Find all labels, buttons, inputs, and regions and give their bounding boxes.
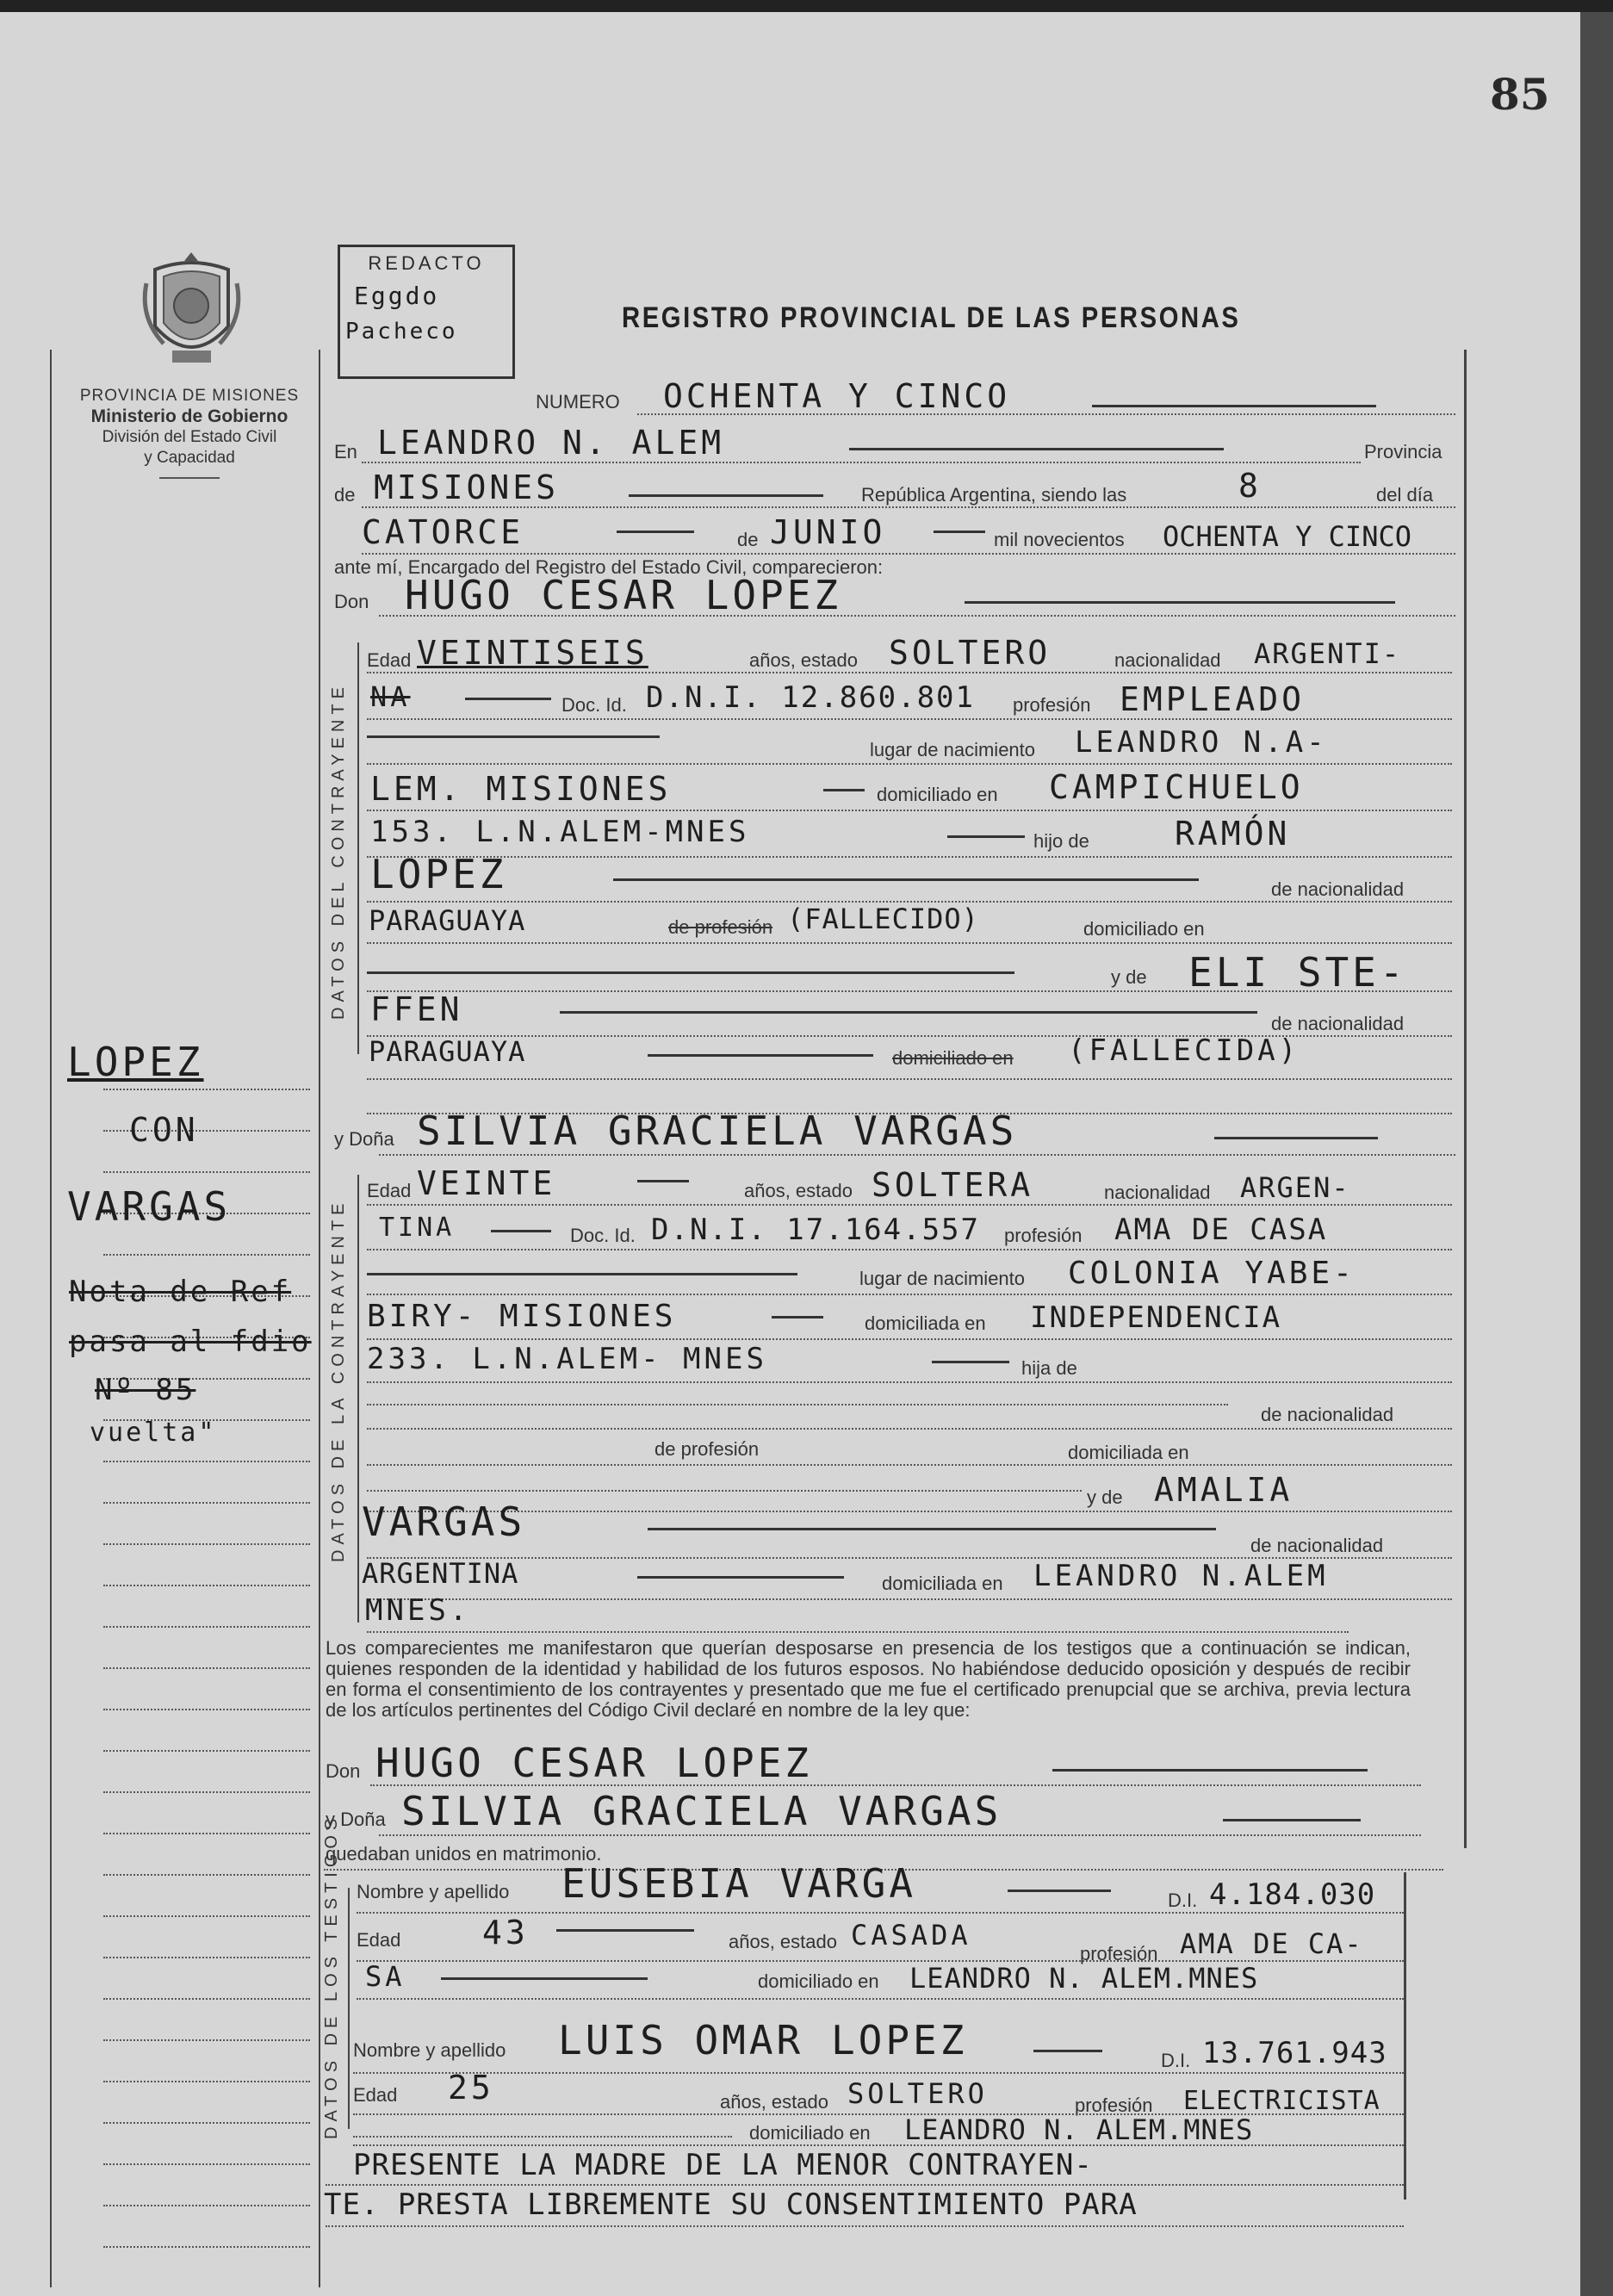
w1-profession1: AMA DE CA-: [1180, 1927, 1363, 1960]
redacto-line1: Eggdo: [354, 282, 440, 310]
en-label: En: [334, 441, 357, 462]
w2-name: LUIS OMAR LOPEZ: [558, 2017, 968, 2063]
division-line1: División del Estado Civil: [102, 428, 277, 446]
date-line: [362, 553, 1455, 555]
w1-name: EUSEBIA VARGA: [561, 1860, 917, 1907]
bride-line10: [367, 1598, 1452, 1600]
redacto-label: REDACTO: [368, 252, 485, 274]
fill-line: [947, 835, 1025, 838]
groom-line1: [367, 672, 1452, 673]
w1-address: LEANDRO N. ALEM.MNES: [909, 1962, 1259, 1995]
margin-surname1: LOPEZ: [67, 1039, 204, 1085]
margin-ruled-line: [103, 1254, 310, 1256]
w2-status: SOLTERO: [847, 2077, 988, 2110]
margin-ruled-line: [103, 1750, 310, 1752]
margin-note3: Nº 85: [95, 1373, 196, 1407]
margin-ruled-line: [103, 1915, 310, 1917]
declaration-text: Los comparecientes me manifestaron que querían desposarse en presencia de los testigos que a continuación se indican, quienes responden de la identidad y habilidad de los futuros esposos. No habiéndose deducido oposición y después de recibir en forma el consentimiento de los contrayentes y presentado que me fue el certificado prenupcial que se archiva, previa lectura de los artículos pertinentes del Código Civil declaré en nombre de la ley que:: [326, 1637, 1411, 1721]
bride-de-prof-label: de profesión: [655, 1438, 760, 1460]
bride-line11: [367, 1631, 1349, 1633]
bride-address1: INDEPENDENCIA: [1030, 1300, 1282, 1335]
fill-line: [491, 1230, 551, 1232]
page-number: 85: [1490, 69, 1550, 120]
ministry-name: Ministerio de Gobierno: [90, 406, 288, 426]
groom-de-nac2-label: de nacionalidad: [1271, 1013, 1405, 1034]
groom-anos-label: años, estado: [749, 649, 858, 671]
decl-dona-label: y Doña: [326, 1809, 386, 1830]
bride-profession: AMA DE CASA: [1114, 1213, 1328, 1247]
groom-nationality2: NA: [370, 680, 411, 713]
act-hour: 8: [1238, 467, 1262, 505]
redacto-box: [338, 245, 515, 379]
margin-surname2: VARGAS: [67, 1183, 232, 1230]
margin-ruled-line: [103, 1089, 310, 1090]
fill-line: [637, 1180, 689, 1182]
groom-birthplace1: LEANDRO N.A-: [1075, 725, 1328, 760]
left-border-line: [50, 350, 52, 2287]
w2-edad-label: Edad: [353, 2084, 398, 2106]
bride-mother-nat: ARGENTINA: [362, 1557, 519, 1590]
groom-doc: D.N.I. 12.860.801: [646, 680, 975, 715]
groom-line7: [367, 942, 1452, 944]
groom-de-prof-label: de profesión: [668, 916, 773, 938]
fill-line: [367, 971, 1014, 974]
de-mes-label: de: [737, 529, 759, 550]
fill-line: [1092, 405, 1376, 407]
republica-label: República Argentina, siendo las: [861, 484, 1127, 506]
bride-edad-label: Edad: [367, 1180, 412, 1201]
bride-dom3-label: domiciliada en: [882, 1573, 1003, 1594]
groom-line3: [367, 763, 1452, 765]
footer-line2: [326, 2225, 1404, 2227]
margin-ruled-line: [103, 1874, 310, 1876]
groom-address2: 153. L.N.ALEM-MNES: [370, 815, 750, 849]
margin-divider-line: [319, 350, 320, 2287]
w2-line1: [353, 2072, 1404, 2074]
w1-name-label: Nombre y apellido: [357, 1881, 510, 1902]
decl-groom: HUGO CESAR LOPEZ: [375, 1740, 813, 1786]
margin-ruled-line: [103, 1171, 310, 1173]
groom-hijo-label: hijo de: [1033, 830, 1089, 852]
fill-line: [560, 1011, 1257, 1014]
margin-ruled-line: [103, 2081, 310, 2082]
groom-birthplace2: LEM. MISIONES: [370, 770, 672, 808]
bride-line8a: [367, 1490, 1082, 1492]
de-line: [362, 506, 1455, 508]
bride-line8: [367, 1511, 1452, 1512]
register-page: [0, 12, 1613, 2296]
bride-nationality2: TINA: [379, 1213, 456, 1243]
fill-line: [934, 531, 985, 533]
fill-line: [617, 531, 694, 533]
bride-line1: [367, 1204, 1452, 1206]
decl-united: quedaban unidos en matrimonio.: [326, 1843, 602, 1865]
bride-birthplace1: COLONIA YABE-: [1068, 1256, 1356, 1291]
de-label: de: [334, 484, 356, 506]
w1-prof-label: profesión: [1080, 1943, 1158, 1964]
groom-don-label: Don: [334, 591, 369, 612]
margin-ruled-line: [103, 1543, 310, 1545]
margin-ruled-line: [103, 1998, 310, 2000]
bride-mother-addr1: LEANDRO N.ALEM: [1033, 1559, 1329, 1593]
fill-line: [441, 1977, 648, 1980]
fill-line: [823, 789, 865, 791]
bride-section-label: DATOS DE LA CONTRAYENTE: [329, 1198, 348, 1562]
w1-di-label: D.I.: [1168, 1890, 1198, 1911]
margin-ruled-line: [103, 2122, 310, 2124]
groom-de-nac-label: de nacionalidad: [1271, 878, 1405, 900]
bride-dom2-label: domiciliada en: [1068, 1442, 1189, 1463]
fill-line: [1052, 1769, 1368, 1772]
margin-ruled-line: [103, 2039, 310, 2041]
groom-line4: [367, 810, 1452, 811]
fill-line: [648, 1528, 1216, 1530]
groom-dom3-label: domiciliado en: [892, 1047, 1014, 1069]
bride-mother-addr2: MNES.: [365, 1593, 471, 1628]
groom-prof-label: profesión: [1013, 694, 1091, 716]
footer-note-line2: TE. PRESTA LIBREMENTE SU CONSENTIMIENTO PARA: [324, 2187, 1138, 2222]
margin-ruled-line: [103, 2246, 310, 2248]
groom-mother-nat: PARAGUAYA: [369, 1035, 526, 1068]
margin-note1: Nota de Ref: [69, 1275, 292, 1309]
bride-mother1: AMALIA: [1154, 1471, 1294, 1509]
groom-lugar-label: lugar de nacimiento: [870, 739, 1036, 760]
bride-line4: [367, 1338, 1452, 1340]
groom-father1: RAMÓN: [1175, 815, 1291, 853]
mil-label: mil novecientos: [994, 529, 1125, 550]
groom-status: SOLTERO: [889, 634, 1052, 672]
bride-y-de-label: y de: [1087, 1486, 1123, 1508]
w1-di: 4.184.030: [1209, 1877, 1376, 1912]
w2-line3: [353, 2144, 1404, 2146]
w1-line3: [357, 1998, 1404, 2000]
act-province: MISIONES: [374, 469, 560, 506]
fill-line: [367, 1273, 797, 1275]
bride-dom-label: domiciliada en: [865, 1312, 986, 1334]
bride-dona-label: y Doña: [334, 1128, 394, 1150]
bride-nac-label: nacionalidad: [1104, 1182, 1211, 1203]
act-day: CATORCE: [362, 513, 524, 551]
act-place: LEANDRO N. ALEM: [377, 424, 725, 462]
groom-address1: CAMPICHUELO: [1049, 768, 1304, 806]
right-border-line: [1464, 350, 1467, 1848]
bride-hija-label: hija de: [1021, 1357, 1077, 1379]
margin-ruled-line: [103, 1461, 310, 1462]
bride-line5b: [367, 1404, 1228, 1406]
fill-line: [772, 1316, 823, 1319]
groom-dom2-label: domiciliado en: [1083, 918, 1205, 940]
fill-line: [648, 1054, 873, 1057]
act-month: JUNIO: [770, 513, 886, 551]
groom-mother2: FFEN: [370, 990, 463, 1028]
w2-line3a: [353, 2136, 732, 2138]
margin-ruled-line: [103, 1791, 310, 1793]
margin-ruled-line: [103, 1957, 310, 1958]
groom-line10: [367, 1078, 1452, 1080]
fill-line: [1033, 2050, 1102, 2052]
bride-age: VEINTE: [417, 1164, 556, 1202]
page-edge-shadow: [1580, 12, 1613, 2296]
bride-mother2: VARGAS: [362, 1499, 526, 1545]
bride-line2: [367, 1249, 1452, 1250]
bride-prof-label: profesión: [1004, 1225, 1083, 1246]
bride-line6: [367, 1428, 1452, 1430]
witness-section-label: DATOS DE LOS TESTIGOS: [322, 1813, 341, 2139]
margin-ruled-line: [103, 1833, 310, 1834]
fill-line: [613, 878, 1199, 881]
bride-lugar-label: lugar de nacimiento: [859, 1268, 1026, 1289]
en-line: [362, 462, 1361, 463]
bride-name: SILVIA GRACIELA VARGAS: [417, 1108, 1018, 1154]
fill-line: [1214, 1137, 1378, 1139]
fill-line: [1008, 1890, 1111, 1892]
w2-name-label: Nombre y apellido: [353, 2039, 506, 2061]
groom-section-label: DATOS DEL CONTRAYENTE: [329, 682, 348, 1020]
groom-father2: LOPEZ: [370, 851, 507, 897]
bride-status: SOLTERA: [872, 1166, 1034, 1204]
fill-line: [1223, 1819, 1361, 1821]
w1-status: CASADA: [851, 1919, 971, 1952]
margin-ruled-line: [103, 1502, 310, 1504]
del-dia-label: del día: [1376, 484, 1434, 506]
w1-edad-label: Edad: [357, 1929, 401, 1951]
w2-profession: ELECTRICISTA: [1183, 2086, 1380, 2116]
groom-section-bracket: [357, 642, 359, 1054]
provincia-label: Provincia: [1364, 441, 1442, 462]
fill-line: [932, 1361, 1009, 1363]
margin-ruled-line: [103, 2163, 310, 2165]
w2-dom-label: domiciliado en: [749, 2122, 871, 2144]
fill-line: [849, 448, 1224, 450]
fill-line: [965, 601, 1395, 604]
witness-section-bracket: [348, 1888, 350, 2129]
fill-line: [465, 698, 551, 700]
ministry-block: [60, 386, 319, 479]
w2-prof-label: profesión: [1075, 2094, 1153, 2116]
groom-profession: EMPLEADO: [1120, 680, 1306, 718]
groom-father-note: (FALLECIDO): [787, 903, 979, 935]
w2-anos-label: años, estado: [720, 2091, 828, 2113]
decl-bride: SILVIA GRACIELA VARGAS: [401, 1788, 1002, 1834]
groom-nationality1: ARGENTI-: [1254, 637, 1401, 670]
margin-ruled-line: [103, 1626, 310, 1628]
province-seal-icon: [138, 249, 245, 369]
bride-doc: D.N.I. 17.164.557: [651, 1213, 980, 1247]
bride-address2: 233. L.N.ALEM- MNES: [367, 1342, 767, 1376]
registry-title: REGISTRO PROVINCIAL DE LAS PERSONAS: [622, 301, 1241, 334]
decl-don-label: Don: [326, 1760, 361, 1782]
bride-de-nac2-label: de nacionalidad: [1250, 1535, 1384, 1556]
margin-ruled-line: [103, 1709, 310, 1710]
margin-note4: vuelta": [90, 1418, 217, 1448]
fill-line: [556, 1929, 694, 1932]
w1-anos-label: años, estado: [729, 1931, 837, 1952]
margin-ruled-line: [103, 2205, 310, 2206]
groom-nac-label: nacionalidad: [1114, 649, 1221, 671]
division-line2: y Capacidad: [144, 449, 235, 467]
w1-age: 43: [482, 1914, 529, 1952]
groom-mother-note: (FALLECIDA): [1068, 1033, 1300, 1068]
margin-con: CON: [129, 1111, 199, 1149]
numero-line: [637, 413, 1455, 415]
bride-line3: [367, 1294, 1452, 1295]
act-year: OCHENTA Y CINCO: [1163, 520, 1411, 553]
w1-profession2: SA: [365, 1960, 406, 1993]
bride-nationality1: ARGEN-: [1240, 1171, 1350, 1204]
margin-ruled-line: [103, 1585, 310, 1586]
numero-label: NUMERO: [536, 391, 620, 413]
groom-line2: [367, 718, 1452, 720]
bride-birthplace2: BIRY- MISIONES: [367, 1299, 677, 1334]
footer-note-line1: PRESENTE LA MADRE DE LA MENOR CONTRAYEN-: [353, 2148, 1093, 2182]
bride-line7: [367, 1464, 1452, 1466]
dona-line: [379, 1154, 1455, 1156]
province-name: PROVINCIA DE MISIONES: [79, 387, 300, 405]
groom-age: VEINTISEIS: [417, 634, 648, 672]
groom-line8: [367, 990, 1452, 992]
groom-father-nat: PARAGUAYA: [369, 904, 526, 937]
fill-line: [637, 1576, 844, 1579]
w2-address: LEANDRO N. ALEM.MNES: [904, 2113, 1254, 2146]
decl-don-line: [370, 1784, 1421, 1786]
margin-ruled-line: [103, 1667, 310, 1669]
groom-y-de-label: y de: [1111, 966, 1147, 988]
groom-edad-label: Edad: [367, 649, 412, 671]
margin-note2: pasa al fdio: [69, 1325, 312, 1359]
act-number: OCHENTA Y CINCO: [663, 377, 1011, 415]
ante-mi-text: ante mí, Encargado del Registro del Estado Civil, comparecieron:: [334, 556, 884, 578]
groom-dom-label: domiciliado en: [877, 784, 998, 805]
groom-mother1: ELI STE-: [1188, 949, 1407, 996]
bride-anos-label: años, estado: [744, 1180, 853, 1201]
witness-right-border: [1404, 1872, 1406, 2200]
groom-doc-label: Doc. Id.: [561, 694, 627, 716]
footer-line1: [326, 2184, 1404, 2186]
bride-doc-label: Doc. Id.: [570, 1225, 636, 1246]
bride-line5: [367, 1381, 1452, 1383]
groom-name: HUGO CESAR LOPEZ: [405, 572, 842, 618]
w2-di-label: D.I.: [1161, 2050, 1191, 2071]
w2-age: 25: [448, 2069, 494, 2107]
fill-line: [367, 735, 660, 738]
don-line: [379, 615, 1455, 617]
decl-dona-line: [379, 1834, 1421, 1836]
redacto-line2: Pacheco: [345, 319, 458, 344]
groom-line5: [367, 856, 1452, 858]
bride-section-bracket: [357, 1175, 359, 1623]
w2-di: 13.761.943: [1202, 2036, 1387, 2070]
fill-line: [629, 494, 823, 497]
w1-dom-label: domiciliado en: [758, 1970, 879, 1992]
bride-de-nac-label: de nacionalidad: [1261, 1404, 1394, 1425]
